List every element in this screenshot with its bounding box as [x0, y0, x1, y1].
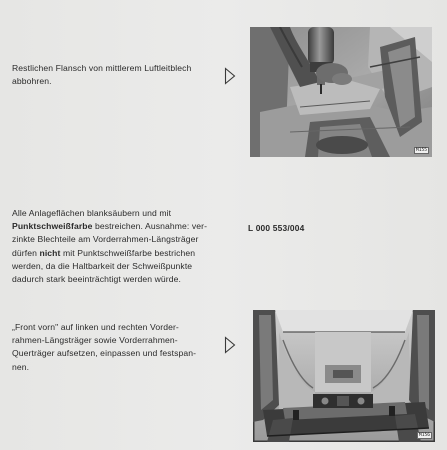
photo-number: M155 — [415, 148, 427, 153]
step-1-line-1: Restlichen Flansch von mittlerem Luftleitblech — [12, 63, 192, 73]
photo-number: M156 — [418, 433, 430, 438]
step-2-instruction — [12, 207, 234, 286]
step-2-line-6: dadurch stark beeinträchtigt werden würde. — [12, 274, 182, 285]
bold-emphasis: nicht — [39, 247, 61, 258]
triangle-right-outline-icon — [224, 336, 236, 354]
triangle-right-outline-icon — [224, 67, 236, 85]
step-2-line-1: Alle Anlageflächen blanksäubern und mit — [12, 208, 172, 218]
photo-front-assembly — [253, 310, 435, 442]
step-3-line-4: nen. — [12, 361, 30, 372]
step-2-line-5: werden, da die Haltbarkeit der Schweißpunkte — [12, 260, 193, 271]
step-1-instruction — [12, 62, 232, 88]
step-3-line-1: „Front vorn" auf linken und rechten Vorder- — [12, 322, 179, 332]
step-2-line-3: zinkte Blechteile am Vorderrahmen-Längsträger — [12, 234, 199, 245]
step-3-instruction — [12, 321, 234, 374]
photo-drilling-flange — [250, 27, 432, 157]
part-reference-number: L 000 553/004 — [248, 223, 305, 233]
step-3-line-3: Querträger aufsetzen, einpassen und festspan- — [12, 348, 197, 359]
step-3-line-2: rahmen-Längsträger sowie Vorderrahmen- — [12, 335, 178, 346]
bold-term: Punktschweißfarbe — [12, 221, 93, 232]
step-2-line-2: Punktschweißfarbe bestreichen. Ausnahme: ver- — [12, 221, 208, 232]
step-2-line-4: dürfen nicht mit Punktschweißfarbe bestrichen — [12, 247, 196, 258]
step-1-line-2: abbohren. — [12, 76, 52, 87]
